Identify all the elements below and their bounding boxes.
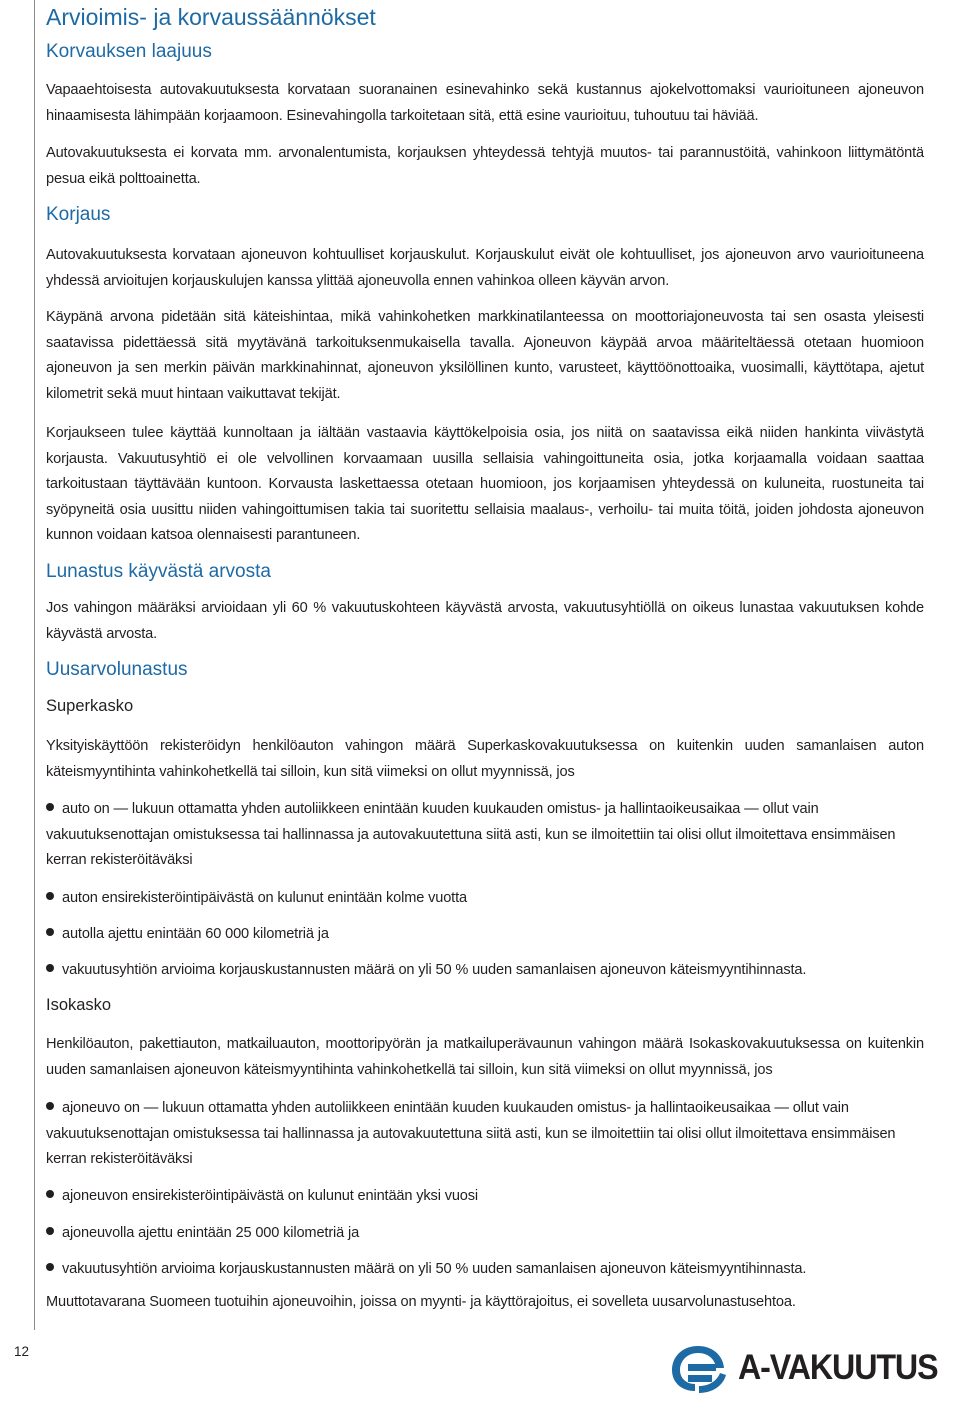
bullet-superkasko-2: auton ensirekisteröintipäivästä on kulunut enintään kolme vuotta xyxy=(46,886,924,912)
bullet-dot-icon xyxy=(46,1227,54,1235)
bullet-superkasko-4: vakuutusyhtiön arvioima korjauskustannusten määrä on yli 50 % uuden samanlaisen ajoneuvon käteismyyntihinnasta. xyxy=(46,958,924,984)
page-number: 12 xyxy=(14,1344,30,1359)
bullet-superkasko-3: autolla ajettu enintään 60 000 kilometriä ja xyxy=(46,922,924,948)
paragraph-korjaus-1: Autovakuutuksesta korvataan ajoneuvon kohtuulliset korjauskulut. Korjauskulut eivät ole kohtuulliset, jos ajoneuvon arvo vaurioituneena yhdessä arvioitujen korjauskulujen kanssa ylittää ajoneuvolla ennen vahinkoa olleen käyvän arvon. xyxy=(46,247,924,289)
a-vakuutus-logo xyxy=(668,1342,948,1394)
bullet-isokasko-2: ajoneuvon ensirekisteröintipäivästä on kulunut enintään yksi vuosi xyxy=(46,1184,924,1210)
brand-name: A-VAKUUTUS xyxy=(738,1348,938,1387)
bullet-isokasko-4: vakuutusyhtiön arvioima korjauskustannusten määrä on yli 50 % uuden samanlaisen ajoneuvon käteismyyntihinnasta. xyxy=(46,1257,924,1283)
bullet-superkasko-1: auto on — lukuun ottamatta yhden autoliikkeen enintään kuuden kuukauden omistus- ja hallintaoikeusaikaa — ollut vain vakuutuksenottajan omistuksessa tai hallinnassa ja autovakuutettuna siitä asti, kun se ilmoitettiin tai olisi ollut ilmoitettava ensimmäisen kerran rekisteröitäväksi xyxy=(46,801,896,868)
bullet-dot-icon xyxy=(46,1190,54,1198)
bullet-dot-icon xyxy=(46,928,54,936)
paragraph-korjaus-3: Korjaukseen tulee käyttää kunnoltaan ja iältään vastaavia käyttökelpoisia osia, jos niitä on saatavissa eikä niiden hankinta viivästytä korjausta. Vakuutusyhtiö ei ole velvollinen korvaamaan uusilla sellaisia vahingoittuneita osia, jotka korjaamalla voidaan saattaa tarkoitustaan täyttävään kuntoon. Korvausta laskettaessa otetaan huomioon, jos korjaamisen yhteydessä on kuluneita, ruostuneita tai syöpyneitä osia uusittu niiden vahingoittumisen takia tai suoritettu sellaisia maalaus-, verhoilu- tai muita töitä, joiden johdosta ajoneuvon kunnon voidaan katsoa olennaisesti parantuneen. xyxy=(46,425,924,543)
bullet-dot-icon xyxy=(46,964,54,972)
bullet-isokasko-1: ajoneuvo on — lukuun ottamatta yhden autoliikkeen enintään kuuden kuukauden omistus- ja hallintaoikeusaikaa — ollut vain vakuutuksenottajan omistuksessa tai hallinnassa ja autovakuutettuna siitä asti, kun se ilmoitettiin tai olisi ollut ilmoitettava ensimmäisen kerran rekisteröitäväksi xyxy=(46,1100,896,1167)
paragraph-footnote: Muuttotavarana Suomeen tuotuihin ajoneuvoihin, joissa on myynti- ja käyttörajoitus, ei sovelleta uusarvolunastusehtoa. xyxy=(46,1294,796,1310)
paragraph-lunastus: Jos vahingon määräksi arvioidaan yli 60 % vakuutuskohteen käyvästä arvosta, vakuutusyhtiöllä on oikeus lunastaa vakuutuksen kohde käyvästä arvosta. xyxy=(46,600,924,642)
heading-uusarvolunastus: Uusarvolunastus xyxy=(46,659,188,680)
heading-isokasko: Isokasko xyxy=(46,996,112,1014)
paragraph-superkasko-intro: Yksityiskäyttöön rekisteröidyn henkilöauton vahingon määrä Superkaskovakuutuksessa on kuitenkin uuden samanlaisen auton käteismyyntihinta vahinkohetkellä tai silloin, kun sitä viimeksi on ollut myynnissä, jos xyxy=(46,738,924,780)
heading-superkasko: Superkasko xyxy=(46,697,134,715)
paragraph-isokasko-intro: Henkilöauton, pakettiauton, matkailuauton, moottoripyörän ja matkailuperävaunun vahingon määrä Isokaskovakuutuksessa on kuitenkin uuden samanlaisen ajoneuvon käteismyyntihinta vahinkohetkellä tai silloin, kun sitä viimeksi on ollut myynnissä, jos xyxy=(46,1036,924,1078)
heading-lunastus: Lunastus käyvästä arvosta xyxy=(46,561,271,582)
left-margin-rule xyxy=(0,0,35,1330)
paragraph-laajuus-1: Vapaaehtoisesta autovakuutuksesta korvataan suoranainen esinevahinko sekä kustannus ajokelvottomaksi vaurioituneen ajoneuvon hinaamisesta lähimpään korjaamoon. Esinevahingolla tarkoitetaan sitä, että esine vaurioituu, tuhoutuu tai häviää. xyxy=(46,82,924,124)
bullet-dot-icon xyxy=(46,892,54,900)
a-vakuutus-logo-icon xyxy=(668,1342,728,1394)
bullet-dot-icon xyxy=(46,1102,54,1110)
bullet-dot-icon xyxy=(46,803,54,811)
paragraph-korjaus-2: Käypänä arvona pidetään sitä käteishintaa, mikä vahinkohetken markkinatilanteessa on moottoriajoneuvosta tai sen osasta yleisesti saatavissa pidettäessä sitä myytävänä tarkoituksenmukaisella tavalla. Ajoneuvon käypää arvoa määriteltäessä otetaan huomioon ajoneuvon ja sen merkin päivän markkinahinnat, ajoneuvon yksilöllinen kunto, varusteet, käyttöönottoaika, vuosimalli, käyttötapa, ajetut kilometrit sekä muut hintaan vaikuttavat tekijät. xyxy=(46,309,924,402)
paragraph-laajuus-2: Autovakuutuksesta ei korvata mm. arvonalentumista, korjauksen yhteydessä tehtyjä muutos- tai parannustöitä, vahinkoon liittymätöntä pesua eikä polttoainetta. xyxy=(46,145,924,187)
heading-korvauksen-laajuus: Korvauksen laajuus xyxy=(46,41,212,62)
bullet-dot-icon xyxy=(46,1263,54,1271)
bullet-isokasko-3: ajoneuvolla ajettu enintään 25 000 kilometriä ja xyxy=(46,1221,924,1247)
page-title: Arvioimis- ja korvaussäännökset xyxy=(46,4,376,30)
heading-korjaus: Korjaus xyxy=(46,204,111,225)
